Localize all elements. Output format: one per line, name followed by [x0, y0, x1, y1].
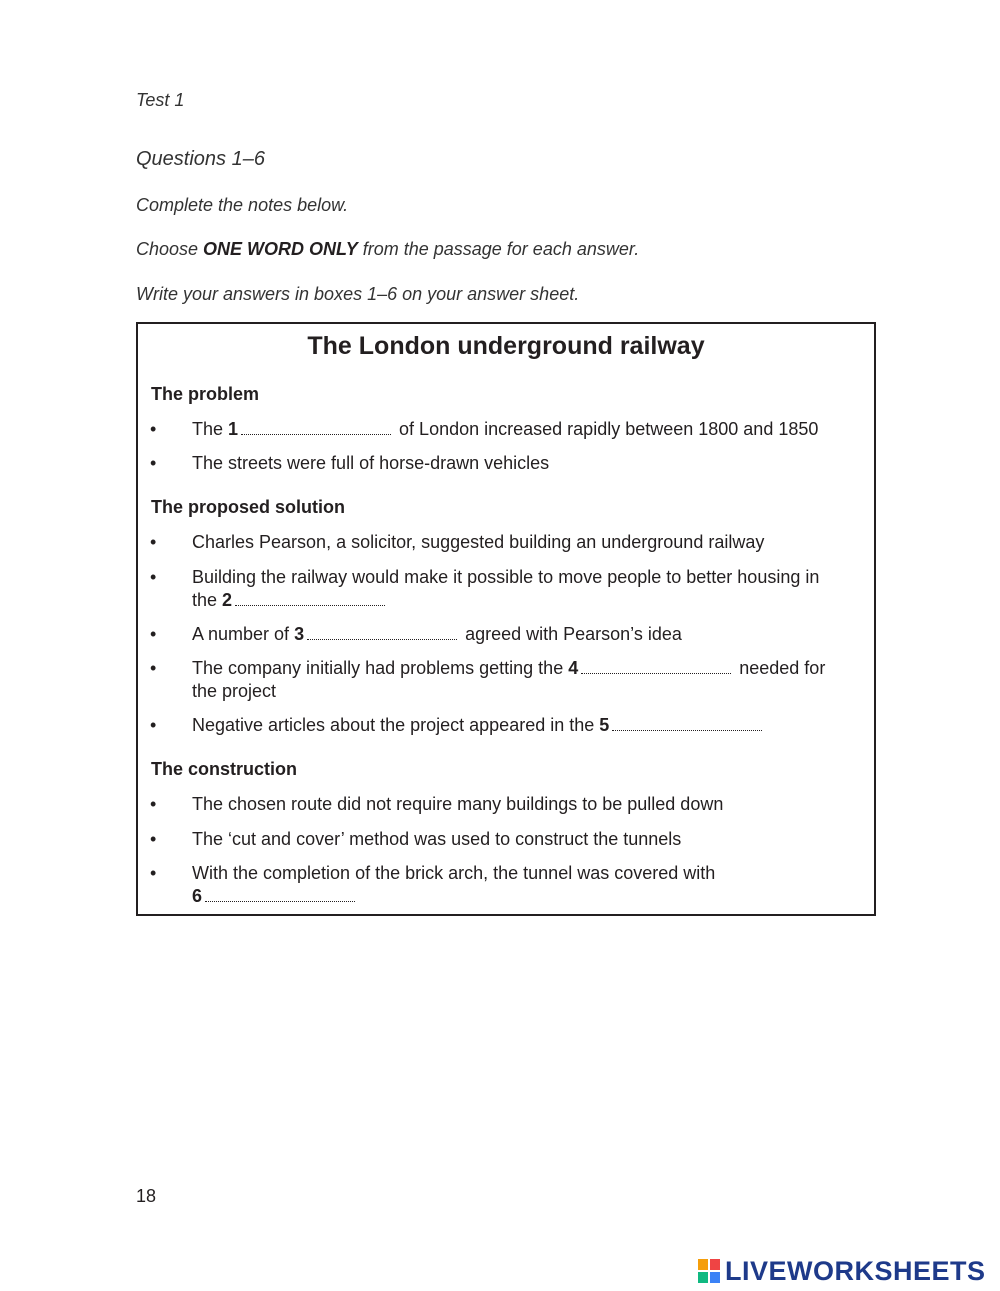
note-item-q5	[192, 714, 765, 737]
note-text: of London increased rapidly between 1800 and 1850	[394, 419, 819, 439]
section-heading-construction: The construction	[151, 759, 298, 779]
logo-mark-icon	[697, 1258, 721, 1284]
note-text: agreed with Pearson’s idea	[460, 624, 682, 644]
instruction-write-answers: Write your answers in boxes 1–6 on your answer sheet.	[136, 284, 580, 304]
liveworksheets-logo[interactable]	[697, 1256, 986, 1286]
section-heading-problem: The problem	[151, 384, 260, 404]
logo-tile	[709, 1258, 721, 1271]
logo-tile	[697, 1271, 709, 1284]
answer-gap-5[interactable]	[612, 726, 762, 731]
question-number: 3	[294, 624, 305, 644]
note-item: The streets were full of horse-drawn vehicles	[192, 453, 550, 473]
note-item-q2	[192, 566, 819, 612]
question-number: 4	[568, 658, 579, 678]
question-number: 1	[228, 419, 239, 439]
note-item-q6	[192, 862, 715, 908]
notes-title: The London underground railway	[307, 332, 705, 360]
note-item: The chosen route did not require many buildings to be pulled down	[192, 794, 724, 814]
instruction-choose-word	[136, 239, 639, 260]
question-number: 2	[222, 590, 233, 610]
logo-tile	[697, 1258, 709, 1271]
bullet: •	[150, 419, 157, 439]
note-text: A number of	[192, 624, 295, 644]
note-text: Building the railway would make it possible to move people to better housing in	[192, 567, 820, 587]
note-text: With the completion of the brick arch, the tunnel was covered with	[192, 863, 716, 883]
instruction-choose-post: from the passage for each answer.	[357, 239, 640, 259]
note-text: The	[192, 419, 229, 439]
note-text: the project	[192, 681, 277, 701]
note-text: The company initially had problems getting the	[192, 658, 569, 678]
answer-gap-3[interactable]	[307, 635, 457, 640]
questions-heading: Questions 1–6	[136, 148, 265, 170]
bullet: •	[150, 863, 157, 883]
note-text: needed for	[734, 658, 826, 678]
question-number: 6	[192, 886, 203, 906]
logo-text: LIVEWORKSHEETS	[725, 1255, 986, 1286]
section-heading-solution: The proposed solution	[151, 497, 345, 517]
test-label: Test 1	[136, 90, 185, 110]
page-number: 18	[136, 1186, 157, 1206]
bullet: •	[150, 829, 157, 849]
question-number: 5	[599, 715, 610, 735]
note-item-q3	[192, 623, 682, 646]
note-text: the	[192, 590, 223, 610]
note-item-q1	[192, 418, 818, 441]
answer-gap-4[interactable]	[581, 669, 731, 674]
note-item: Charles Pearson, a solicitor, suggested building an underground railway	[192, 532, 765, 552]
bullet: •	[150, 715, 157, 735]
bullet: •	[150, 624, 157, 644]
answer-gap-6[interactable]	[205, 897, 355, 902]
note-item-q4	[192, 657, 825, 703]
instruction-complete-notes: Complete the notes below.	[136, 195, 349, 215]
instruction-choose-bold: ONE WORD ONLY	[203, 239, 358, 259]
notes-box	[136, 322, 876, 916]
bullet: •	[150, 794, 157, 814]
bullet: •	[150, 532, 157, 552]
bullet: •	[150, 453, 157, 473]
logo-tile	[709, 1271, 721, 1284]
answer-gap-2[interactable]	[235, 601, 385, 606]
instruction-choose-pre: Choose	[136, 239, 204, 259]
bullet: •	[150, 658, 157, 678]
note-item: The ‘cut and cover’ method was used to construct the tunnels	[192, 829, 682, 849]
answer-gap-1[interactable]	[241, 430, 391, 435]
bullet: •	[150, 567, 157, 587]
note-text: Negative articles about the project appeared in the	[192, 715, 600, 735]
